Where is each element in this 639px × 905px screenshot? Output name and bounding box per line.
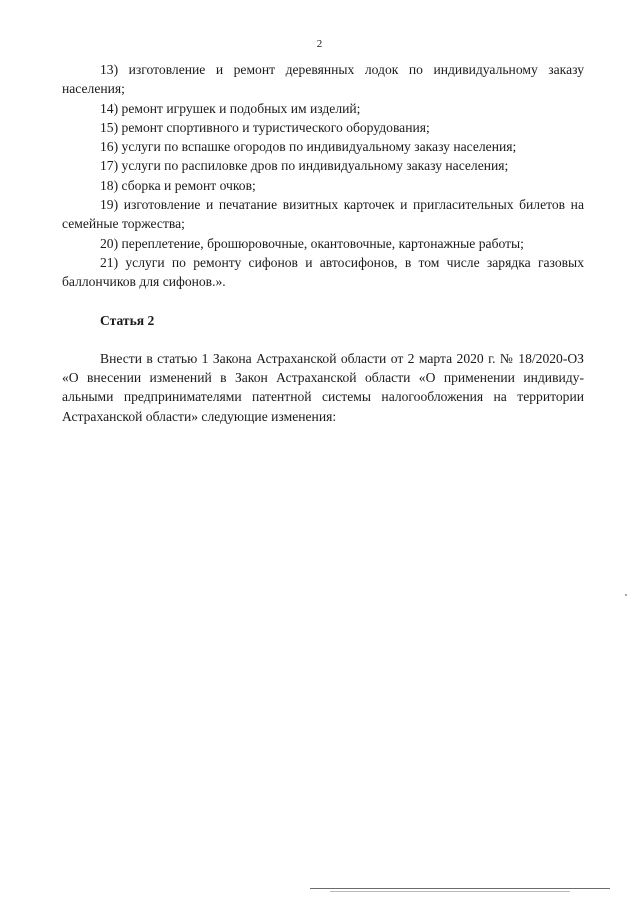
list-item: 15) ремонт спортивного и туристического оборудования; bbox=[100, 119, 430, 135]
list-item: 16) услуги по вспашке огородов по индивидуальному заказу населения; bbox=[100, 139, 517, 155]
list-item: 18) сборка и ремонт очков; bbox=[100, 177, 256, 193]
article-heading: Статья 2 bbox=[100, 312, 155, 328]
list-item: 13) изготовление и ремонт деревянных лодок по индивидуальному заказу населения; bbox=[62, 62, 584, 97]
scan-edge-line bbox=[310, 888, 610, 889]
article-paragraph: Внести в статью 1 Закона Астраханской области от 2 марта 2020 г. № 18/2020-ОЗ «О внесении изменений в Закон Астраханской области «О применении индивиду-альными предпринимателями патентной системы налогообложения на территории Астраханской области» следующие изменения: bbox=[62, 350, 584, 424]
list-item: 14) ремонт игрушек и подобных им изделий; bbox=[100, 100, 361, 116]
document-body bbox=[62, 60, 584, 426]
scan-speck bbox=[625, 594, 627, 596]
list-item: 19) изготовление и печатание визитных карточек и пригласительных билетов на семейные торжества; bbox=[62, 197, 584, 232]
list-item: 20) переплетение, брошюровочные, окантовочные, картонажные работы; bbox=[100, 235, 524, 251]
list-item: 21) услуги по ремонту сифонов и автосифонов, в том числе зарядка газовых баллончиков для сифонов.». bbox=[62, 254, 584, 290]
list-item: 17) услуги по распиловке дров по индивидуальному заказу населения; bbox=[100, 158, 509, 174]
page-number: 2 bbox=[316, 38, 323, 50]
scan-edge-line-faint bbox=[330, 891, 570, 892]
